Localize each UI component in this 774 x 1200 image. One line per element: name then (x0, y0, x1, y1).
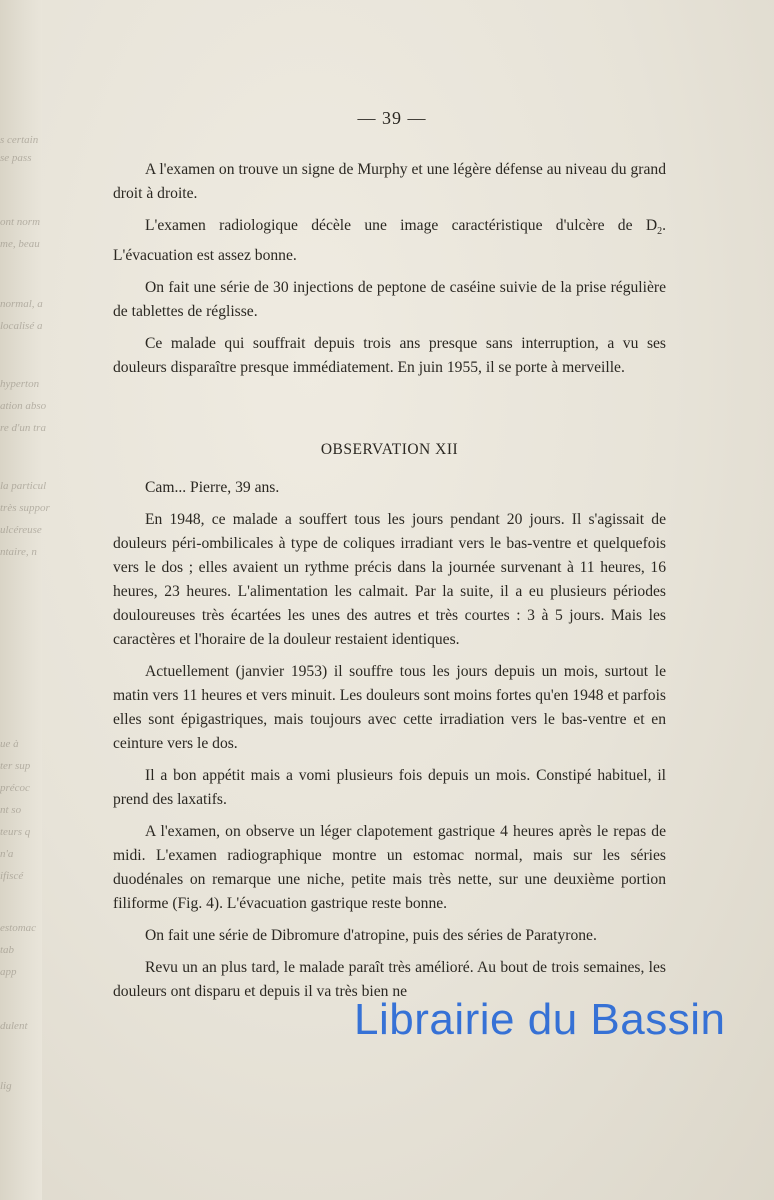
section-title: OBSERVATION XII (320, 441, 459, 459)
paragraph-text: L'examen radiologique décèle une image caractéristique d'ulcère de D (145, 217, 658, 234)
paragraph: Actuellement (janvier 1953) il souffre tous les jours depuis un mois, surtout le matin vers 11 heures et vers minuit. Les douleurs sont moins fortes qu'en 1948 et parfois elles sont épigastriques, mais toujours avec cette irradiation vers le bas-ventre et en ceinture vers le dos. (113, 663, 666, 753)
bleed-fragment: tab (0, 944, 15, 956)
watermark: Librairie du Bassin (354, 995, 726, 1044)
bleed-fragment: très suppor (0, 502, 50, 514)
bleed-fragment: s certain (0, 134, 39, 146)
bleed-fragment: la particul (0, 480, 47, 492)
paragraph: A l'examen, on observe un léger clapotement gastrique 4 heures après le repas de midi. L'examen radiographique montre un estomac normal, mais sur les séries duodénales on remarque une niche, petite mais très nette, sur une deuxième portion filiforme (Fig. 4). L'évacuation gastrique reste bonne. (113, 823, 666, 913)
paragraph: On fait une série de Dibromure d'atropine, puis des séries de Paratyrone. (145, 927, 597, 945)
bleed-fragment: app (0, 966, 17, 978)
bleed-fragment: se pass (0, 152, 32, 164)
bleed-fragment: ntaire, n (0, 546, 37, 558)
bleed-fragment: lig (0, 1080, 12, 1092)
paragraph: En 1948, ce malade a souffert tous les jours pendant 20 jours. Il s'agissait de douleurs péri-ombilicales à type de coliques irradiant vers le bas-ventre et quelquefois vers le dos ; elles avaient un rythme précis dans la journée survenant à 11 heures, 16 heures, 23 heures. L'alimentation les calmait. Par la suite, il a eu plusieurs périodes douloureuses très écartées les unes des autres et très courtes : 3 à 5 jours. Mais les caractères et l'horaire de la douleur restaient identiques. (113, 511, 666, 649)
bleed-fragment: normal, a (0, 298, 43, 310)
bleed-fragment: dulent (0, 1020, 28, 1032)
bleed-fragment: ue à (0, 738, 19, 750)
bleed-fragment: teurs q (0, 826, 31, 838)
paragraph: Il a bon appétit mais a vomi plusieurs fois depuis un mois. Constipé habituel, il prend des laxatifs. (113, 767, 666, 809)
bleed-fragment: ifiscé (0, 870, 24, 882)
bleed-fragment: ont norm (0, 216, 41, 228)
paragraph-text: . L'évacuation est assez bonne. (113, 217, 666, 265)
paragraph: Revu un an plus tard, le malade paraît très amélioré. Au bout de trois semaines, les douleurs ont disparu et depuis il va très bien ne (113, 959, 666, 1001)
bleed-fragment: précoc (0, 782, 30, 794)
bleed-fragment: ation abso (0, 400, 47, 412)
bleed-fragment: localisé a (0, 320, 43, 332)
paragraph: On fait une série de 30 injections de peptone de caséine suivie de la prise régulière de tablettes de réglisse. (113, 279, 666, 321)
paragraph (113, 214, 666, 268)
bleed-fragment: estomac (0, 922, 37, 934)
bleed-fragment: nt so (0, 804, 22, 816)
paragraph: A l'examen on trouve un signe de Murphy et une légère défense au niveau du grand droit à droite. (113, 161, 666, 202)
patient-line: Cam... Pierre, 39 ans. (145, 479, 280, 497)
subscript: 2 (657, 226, 663, 238)
bleed-fragment: n'a (0, 848, 14, 860)
bleed-fragment: ulcéreuse (0, 524, 42, 536)
bleed-fragment: re d'un tra (0, 422, 46, 434)
bleed-fragment: hyperton (0, 378, 40, 390)
bleed-fragment: ter sup (0, 760, 31, 772)
bleed-fragment: me, beau (0, 238, 40, 250)
body-text (113, 158, 666, 1012)
page-number: — 39 — (357, 108, 427, 128)
paragraph: Ce malade qui souffrait depuis trois ans presque sans interruption, a vu ses douleurs disparaître presque immédiatement. En juin 1955, il se porte à merveille. (113, 335, 666, 377)
